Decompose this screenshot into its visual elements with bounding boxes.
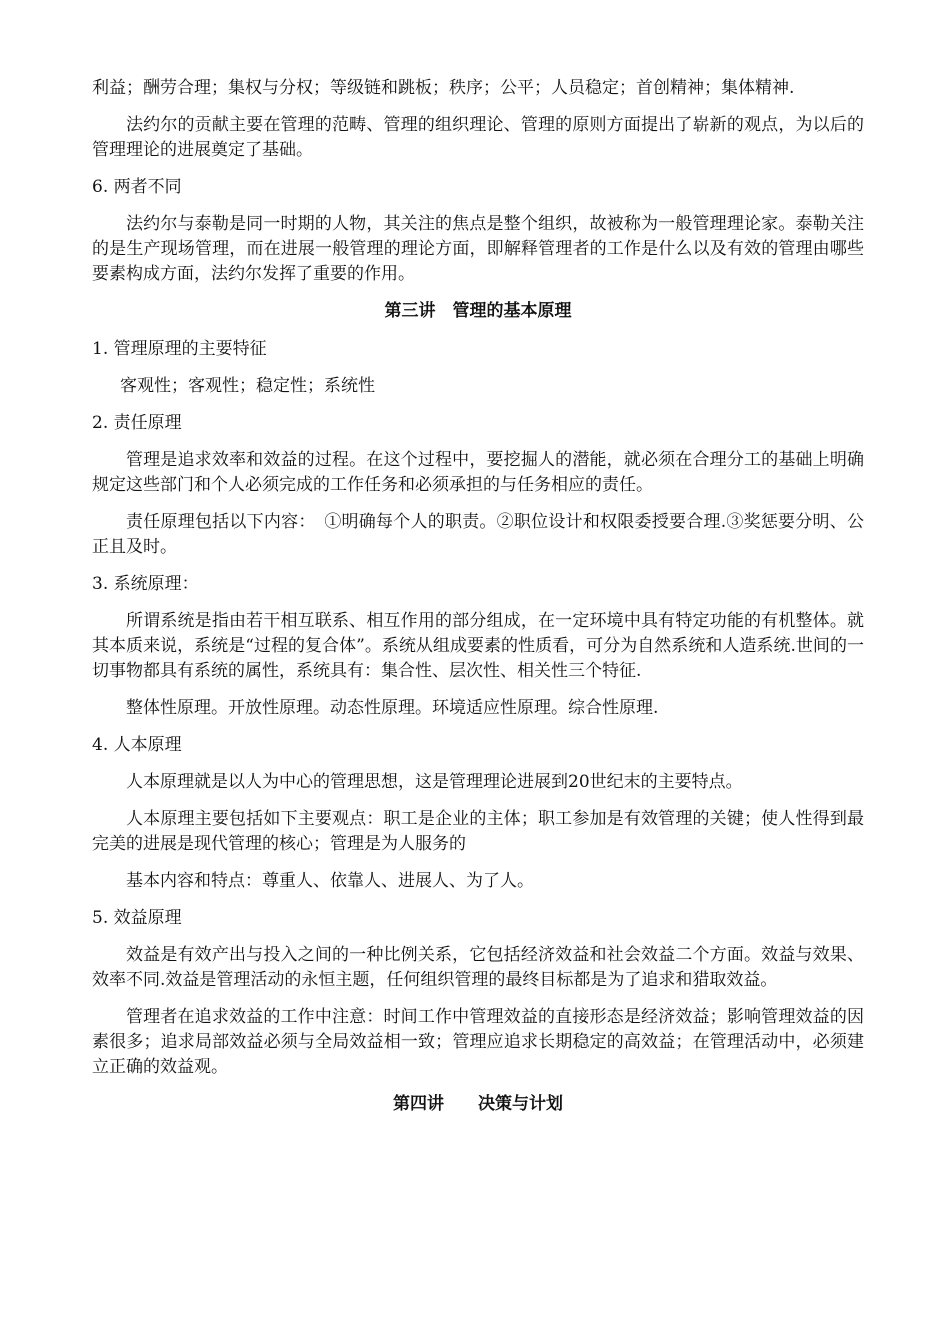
paragraph-humanism-1: 人本原理就是以人为中心的管理思想，这是管理理论进展到20世纪末的主要特点。 xyxy=(126,772,743,792)
paragraph-humanism-3: 基本内容和特点：尊重人、依靠人、进展人、为了人。 xyxy=(126,871,534,891)
item-3-heading: 3. 系统原理： xyxy=(92,574,199,594)
item-5-heading: 5. 效益原理 xyxy=(92,908,182,928)
paragraph-system-2: 整体性原理。开放性原理。动态性原理。环境适应性原理。综合性原理. xyxy=(126,698,659,718)
paragraph-responsibility-1: 管理是追求效率和效益的过程。在这个过程中，要挖掘人的潜能，就必须在合理分工的基础上明确规定这些部门和个人必须完成的工作任务和必须承担的与任务相应的责任。 xyxy=(92,450,864,495)
item-4-heading: 4. 人本原理 xyxy=(92,735,182,755)
paragraph-fayol-contribution: 法约尔的贡献主要在管理的范畴、管理的组织理论、管理的原则方面提出了崭新的观点，为以后的管理理论的进展奠定了基础。 xyxy=(92,115,864,160)
lecture-3-heading: 第三讲 管理的基本原理 xyxy=(384,301,572,321)
item-2-heading: 2. 责任原理 xyxy=(92,413,182,433)
paragraph-fayol-taylor: 法约尔与泰勒是同一时期的人物，其关注的焦点是整个组织，故被称为一般管理理论家。泰勒关注的是生产现场管理，而在进展一般管理的理论方面，即解释管理者的工作是什么以及有效的管理由哪些要素构成方面，法约尔发挥了重要的作用。 xyxy=(92,214,864,284)
paragraph-benefit-2: 管理者在追求效益的工作中注意：时间工作中管理效益的直接形态是经济效益；影响管理效益的因素很多；追求局部效益必须与全局效益相一致；管理应追求长期稳定的高效益；在管理活动中，必须建立正确的效益观。 xyxy=(92,1007,864,1077)
paragraph-responsibility-2: 责任原理包括以下内容： ①明确每个人的职责。②职位设计和权限委授要合理.③奖惩要分明、公正且及时。 xyxy=(92,512,864,557)
item-6-heading: 6. 两者不同 xyxy=(92,177,182,197)
lecture-4-heading: 第四讲 决策与计划 xyxy=(393,1094,563,1114)
paragraph-principles-list: 利益；酬劳合理；集权与分权；等级链和跳板；秩序；公平；人员稳定；首创精神；集体精神. xyxy=(92,78,795,98)
paragraph-humanism-2: 人本原理主要包括如下主要观点：职工是企业的主体；职工参加是有效管理的关键；使人性得到最完美的进展是现代管理的核心；管理是为人服务的 xyxy=(92,809,864,854)
paragraph-characteristics: 客观性；客观性；稳定性；系统性 xyxy=(120,376,375,396)
paragraph-system-1: 所谓系统是指由若干相互联系、相互作用的部分组成，在一定环境中具有特定功能的有机整体。就其本质来说，系统是“过程的复合体”。系统从组成要素的性质看，可分为自然系统和人造系统.世间的一切事物都具有系统的属性，系统具有：集合性、层次性、相关性三个特征. xyxy=(92,611,864,681)
paragraph-benefit-1: 效益是有效产出与投入之间的一种比例关系，它包括经济效益和社会效益二个方面。效益与效果、效率不同.效益是管理活动的永恒主题，任何组织管理的最终目标都是为了追求和猎取效益。 xyxy=(92,945,864,990)
item-1-heading: 1. 管理原理的主要特征 xyxy=(92,339,267,359)
document-page xyxy=(92,76,864,1130)
